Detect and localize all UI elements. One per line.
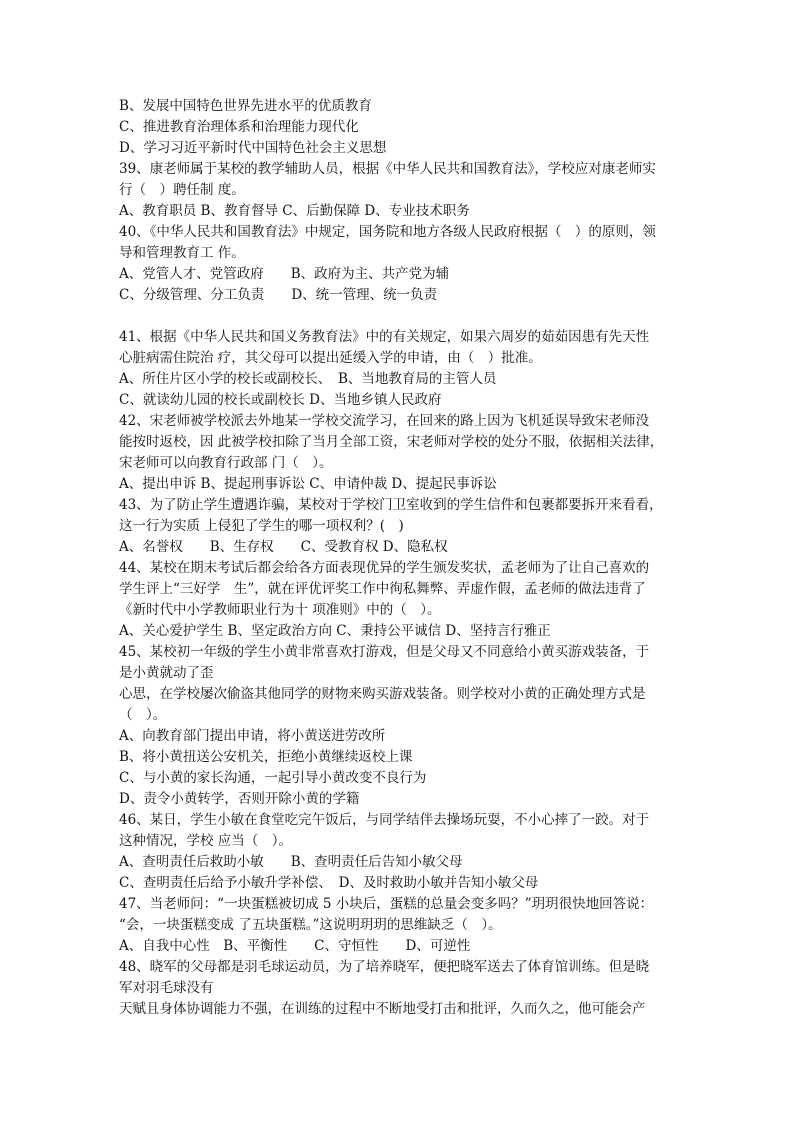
text-block-2 xyxy=(119,327,689,1020)
text-line: 《新时代中小学教师职业行为十 项准则》中的（ ）。 xyxy=(119,602,441,618)
text-line: 43、为了防止学生遭遇诈骗，某校对于学校门卫室收到的学生信件和包裹都要拆开来看看， xyxy=(119,497,663,513)
document-body xyxy=(119,96,689,1020)
text-line: 导和管理教育工 作。 xyxy=(119,245,245,261)
text-line: “会，一块蛋糕变成 了五块蛋糕。”这说明玥玥的思维缺乏（ ）。 xyxy=(119,917,502,933)
text-line: 44、某校在期末考试后都会给各方面表现优异的学生颁发奖状，孟老师为了让自己喜欢的 xyxy=(119,560,650,576)
text-line: 这种情况，学校 应当（ ）。 xyxy=(119,833,293,849)
text-line: C、查明责任后给予小敏升学补偿、 D、及时救助小敏并告知小敏父母 xyxy=(119,875,539,891)
text-line: （ ）。 xyxy=(119,707,167,723)
text-line: A、提出申诉 B、提起刑事诉讼 C、申请仲裁 D、提起民事诉讼 xyxy=(119,476,497,492)
text-line: A、关心爱护学生 B、坚定政治方向 C、秉持公平诚信 D、坚持言行雅正 xyxy=(119,623,551,639)
text-line: D、责令小黄转学，否则开除小黄的学籍 xyxy=(119,791,360,807)
text-line: 是小黄就动了歪 xyxy=(119,665,214,681)
text-line: A、自我中心性 B、平衡性 C、守恒性 D、可逆性 xyxy=(119,938,471,954)
text-line: A、向教育部门提出申请，将小黄送进劳改所 xyxy=(119,728,386,744)
text-line: 行（ ）聘任制 度。 xyxy=(119,182,245,198)
text-line: 42、宋老师被学校派去外地某一学校交流学习，在回来的路上因为飞机延误导致宋老师没 xyxy=(119,413,650,429)
text-line: C、推进教育治理体系和治理能力现代化 xyxy=(119,119,359,135)
text-line: A、名誉权 B、生存权 C、受教育权 D、隐私权 xyxy=(119,539,448,555)
text-line: C、与小黄的家长沟通，一起引导小黄改变不良行为 xyxy=(119,770,427,786)
text-line: 心思，在学校屡次偷盗其他同学的财物来购买游戏装备。则学校对小黄的正确处理方式是 xyxy=(119,686,646,702)
paragraph-gap xyxy=(119,306,689,327)
text-line: A、党管人才、党管政府 B、政府为主、共产党为辅 xyxy=(119,266,450,282)
text-line: D、学习习近平新时代中国特色社会主义思想 xyxy=(119,140,387,156)
text-line: 41、根据《中华人民共和国义务教育法》中的有关规定，如果六周岁的茹茹因患有先天性 xyxy=(119,329,650,345)
text-block-1 xyxy=(119,96,689,306)
text-line: 心脏病需住院治 疗，其父母可以提出延缓入学的申请，由（ ）批准。 xyxy=(119,350,542,366)
text-line: C、就读幼儿园的校长或副校长 D、当地乡镇人民政府 xyxy=(119,392,442,408)
text-line: A、所住片区小学的校长或副校长、 B、当地教育局的主管人员 xyxy=(119,371,497,387)
text-line: 40、《中华人民共和国教育法》中规定，国务院和地方各级人民政府根据（ ）的原则，领 xyxy=(119,224,656,240)
text-line: 46、某日，学生小敏在食堂吃完午饭后，与同学结伴去操场玩耍，不小心摔了一跤。对于 xyxy=(119,812,650,828)
text-line: 这一行为实质 上侵犯了学生的哪一项权利？( ) xyxy=(119,518,404,534)
text-line: 47、当老师问：“一块蛋糕被切成 5 小块后，蛋糕的总量会变多吗？”玥玥很快地回答说： xyxy=(119,896,654,912)
text-line: 学生评上“三好学 生”，就在评优评奖工作中徇私舞弊、弄虚作假，孟老师的做法违背了 xyxy=(119,581,646,597)
text-line: A、查明责任后救助小敏 B、查明责任后告知小敏父母 xyxy=(119,854,463,870)
text-line: 39、康老师属于某校的教学辅助人员，根据《中华人民共和国教育法》，学校应对康老师实 xyxy=(119,161,656,177)
text-line: C、分级管理、分工负责 D、统一管理、统一负责 xyxy=(119,287,438,303)
text-line: 45、某校初一年级的学生小黄非常喜欢打游戏，但是父母又不同意给小黄买游戏装备，于 xyxy=(119,644,650,660)
text-line: 天赋且身体协调能力不强，在训练的过程中不断地受打击和批评，久而久之，他可能会产 xyxy=(119,1001,646,1017)
text-line: 军对羽毛球没有 xyxy=(119,980,214,996)
text-line: B、发展中国特色世界先进水平的优质教育 xyxy=(119,98,372,114)
text-line: 能按时返校，因 此被学校扣除了当月全部工资，宋老师对学校的处分不服，依据相关法律， xyxy=(119,434,664,450)
text-line: 48、晓军的父母都是羽毛球运动员，为了培养晓军，便把晓军送去了体育馆训练。但是晓 xyxy=(119,959,650,975)
text-line: B、将小黄扭送公安机关，拒绝小黄继续返校上课 xyxy=(119,749,413,765)
text-line: A、教育职员 B、教育督导 C、后勤保障 D、专业技术职务 xyxy=(119,203,470,219)
text-line: 宋老师可以向教育行政部 门（ ）。 xyxy=(119,455,333,471)
